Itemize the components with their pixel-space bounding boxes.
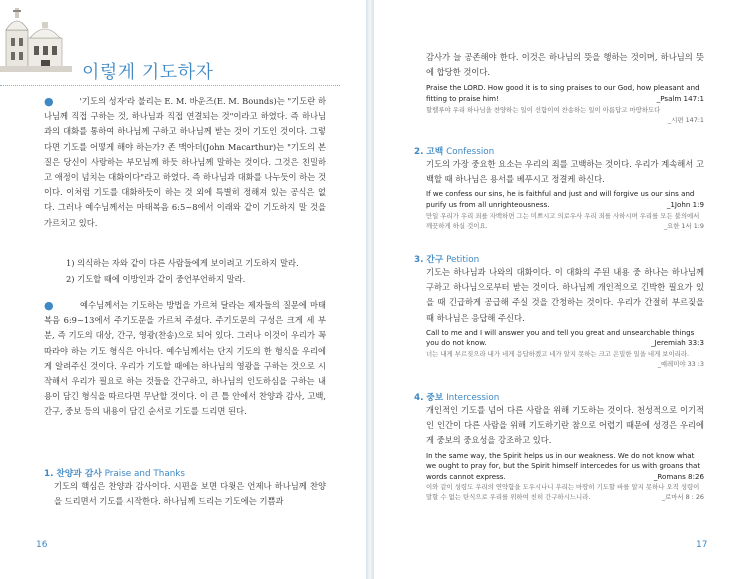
intro-paragraph <box>44 94 326 231</box>
section-heading <box>414 252 704 265</box>
page-number: 16 <box>36 540 48 550</box>
lords-prayer-block <box>44 298 326 420</box>
right-page <box>374 0 740 579</box>
verse-english: In the same way, the Spirit helps us in our weakness. We do not know what we ought to pray for, but the Spirit himself intercedes for us with groans that words cannot express. _Romans 8:26 <box>426 450 704 481</box>
intro-paragraph-text: '기도의 성자'라 불리는 E. M. 바운즈(E. M. Bounds)는 "기도란 하나님께 직접 구하는 것, 하나님과 직접 연결되는 것"이라고 하였다. 즉 하나님과의 대화를 통하여 하나님께 구하고 하나님께 받는 것이 기도인 것이다. 그렇다면 기도를 어떻게 해야 하는가? 존 맥아더(John Macarthur)는 "기도의 본질은 당신이 사랑하는 부모님께 하듯 하나님께 말하는 것이다. 그것은 친밀하고 애정이 넘치는 대화이다"라고 하였다. 즉 하나님과 대화를 나누듯이 하는 것이다. 이처럼 기도를 대화하듯이 하는 것 외에 특별히 정해져 있는 공식은 없다. 그러나 예수님께서는 마태복음 6:5~8에서 이래와 같이 기도하지 말 것을 가르치고 있다. <box>44 96 326 228</box>
list-item: 2) 기도할 때에 이방인과 같이 중언부언하지 말라. <box>66 274 246 284</box>
verse-reference: _Psalm 147:1 <box>656 94 704 103</box>
page-title: 이렇게 기도하자 <box>82 62 214 83</box>
verse-english: If we confess our sins, he is faithful and just and will forgive us our sins and purify us from all unrighteousness. _1John 1:9 <box>426 189 704 209</box>
section-title-ko: 찬양과 감사 <box>56 469 102 479</box>
page-number: 17 <box>696 540 708 550</box>
section-intercession <box>414 390 704 502</box>
section-petition <box>414 252 704 369</box>
verse-korean: 이와 같이 성령도 우리의 연약함을 도우시나니 우리는 마땅히 기도할 바를 알지 못하나 오직 성령이 말할 수 없는 탄식으로 우리를 위하여 친히 간구하시느니라. _로마서 8 : 26 <box>426 483 704 502</box>
verse-english: Call to me and I will answer you and tell you great and unsearchable things you do not know. _Jeremiah 33:3 <box>426 327 704 348</box>
verse-korean-reference: _시편 147:1 <box>668 115 704 124</box>
intro-block <box>44 94 326 231</box>
section-title-en: Petition <box>446 255 480 265</box>
continuation-text: 감사가 늘 공존해야 한다. 이것은 하나님의 뜻을 행하는 것이며, 하나님의 뜻에 합당한 것이다. <box>426 52 704 78</box>
verse-english: Praise the LORD. How good it is to sing praises to our God, how pleasant and fitting to praise him! _Psalm 147:1 <box>426 83 704 103</box>
list-item: 1) 의식하는 자와 같이 다른 사람들에게 보이려고 기도하지 말라. <box>66 258 299 268</box>
verse-korean-reference: _요한 1서 1:9 <box>663 221 704 230</box>
section-praise <box>44 466 326 509</box>
bullet-icon: ● <box>44 95 54 108</box>
section-number: 1. <box>44 469 54 479</box>
left-page <box>0 0 366 579</box>
verse-korean: 너는 내게 부르짖으라 내가 네게 응답하겠고 네가 알지 못하는 크고 은밀한 일을 네게 보이리라. <box>426 350 690 358</box>
section-body: 기도의 핵심은 찬양과 감사이다. 시편을 보면 다윗은 언제나 하나님께 찬양을 드리면서 기도를 시작한다. 하나님께 드리는 기도에는 기쁨과 <box>54 481 326 507</box>
verse-korean: 만일 우리가 우리 죄를 자백하면 그는 미쁘시고 의로우사 우리 죄를 사하시며 우리를 모든 불의에서 깨끗하게 하실 것이요. _요한 1서 1:9 <box>426 211 704 230</box>
verse-korean-reference: _로마서 8 : 26 <box>661 493 704 502</box>
verse-korean: 할렐루야 우리 하나님을 찬양하는 일이 선함이여 찬송하는 일이 아름답고 마땅하도다 <box>426 105 661 114</box>
section-title-ko: 간구 <box>426 255 444 265</box>
verse-korean-reference: _예레미야 33 :3 <box>657 360 704 368</box>
section-title-ko: 고백 <box>426 147 444 157</box>
verse-reference: _1John 1:9 <box>666 200 704 209</box>
section-confession <box>414 144 704 231</box>
section-number: 4. <box>414 393 424 403</box>
prohibition-list <box>56 255 326 287</box>
section-heading <box>414 144 704 157</box>
title-divider <box>0 85 340 86</box>
book-gutter <box>366 0 374 579</box>
section-body: 기도는 하나님과 나와의 대화이다. 이 대화의 주된 내용 중 하나는 하나님께 구하고 하나님으로부터 받는 것이다. 하나님께 개인적으로 긴박한 필요가 있을 때 긴급하게 공급해 주실 것을 간청하는 것이다. 우리가 간절히 부르짖을 때 하나님은 응답해 주신다. <box>426 267 704 323</box>
section-number: 2. <box>414 147 424 157</box>
section-number: 3. <box>414 255 424 265</box>
section-title-en: Confession <box>446 147 495 157</box>
section-body: 기도의 가장 중요한 요소는 우리의 죄를 고백하는 것이다. 우리가 계속해서 고백할 때 하나님은 용서를 베푸시고 정결케 하신다. <box>426 159 704 185</box>
continuation-block <box>426 50 704 125</box>
section-heading <box>44 466 326 479</box>
verse-reference: _Romans 8:26 <box>653 471 704 481</box>
section-heading <box>414 390 704 403</box>
section-body: 개인적인 기도를 넘어 다른 사람을 위해 기도하는 것이다. 천성적으로 이기적인 인간이 다른 사람을 위해 기도하기란 참으로 어렵기 때문에 성경은 우리에게 중보의 중요성을 강조하고 있다. <box>426 405 704 446</box>
verse-reference: _Jeremiah 33:3 <box>650 338 704 348</box>
section-title-ko: 중보 <box>426 393 444 403</box>
lords-prayer-paragraph <box>44 298 326 420</box>
section-title-en: Praise and Thanks <box>104 469 185 479</box>
bullet-icon: ● <box>44 299 55 312</box>
section-title-en: Intercession <box>446 393 500 403</box>
church-illustration <box>0 0 72 72</box>
lords-prayer-text: 예수님께서는 기도하는 방법을 가르쳐 달라는 제자들의 질문에 마태복음 6:9~13에서 주기도문을 가르쳐 주셨다. 주기도문의 구성은 크게 세 부분, 즉 기도의 대상, 간구, 영광(찬송)으로 되어 있다. 그러나 이것이 우리가 꼭 따라야 하는 기도 형식은 아니다. 예수님께서는 단지 기도의 한 형식을 우리에게 알려주신 것이다. 우리가 기도할 때에는 하나님의 영광을 구하는 것으로 시작해서 우리가 필요로 하는 것들을 간구하고, 하나님의 인도하심을 구하는 내용이 담긴 형식을 따르다면 무난할 것이다. 이 큰 틀 안에서 찬양과 감사, 고백, 간구, 중보 등의 내용이 담긴 순서로 기도를 드리면 된다. <box>44 300 326 417</box>
